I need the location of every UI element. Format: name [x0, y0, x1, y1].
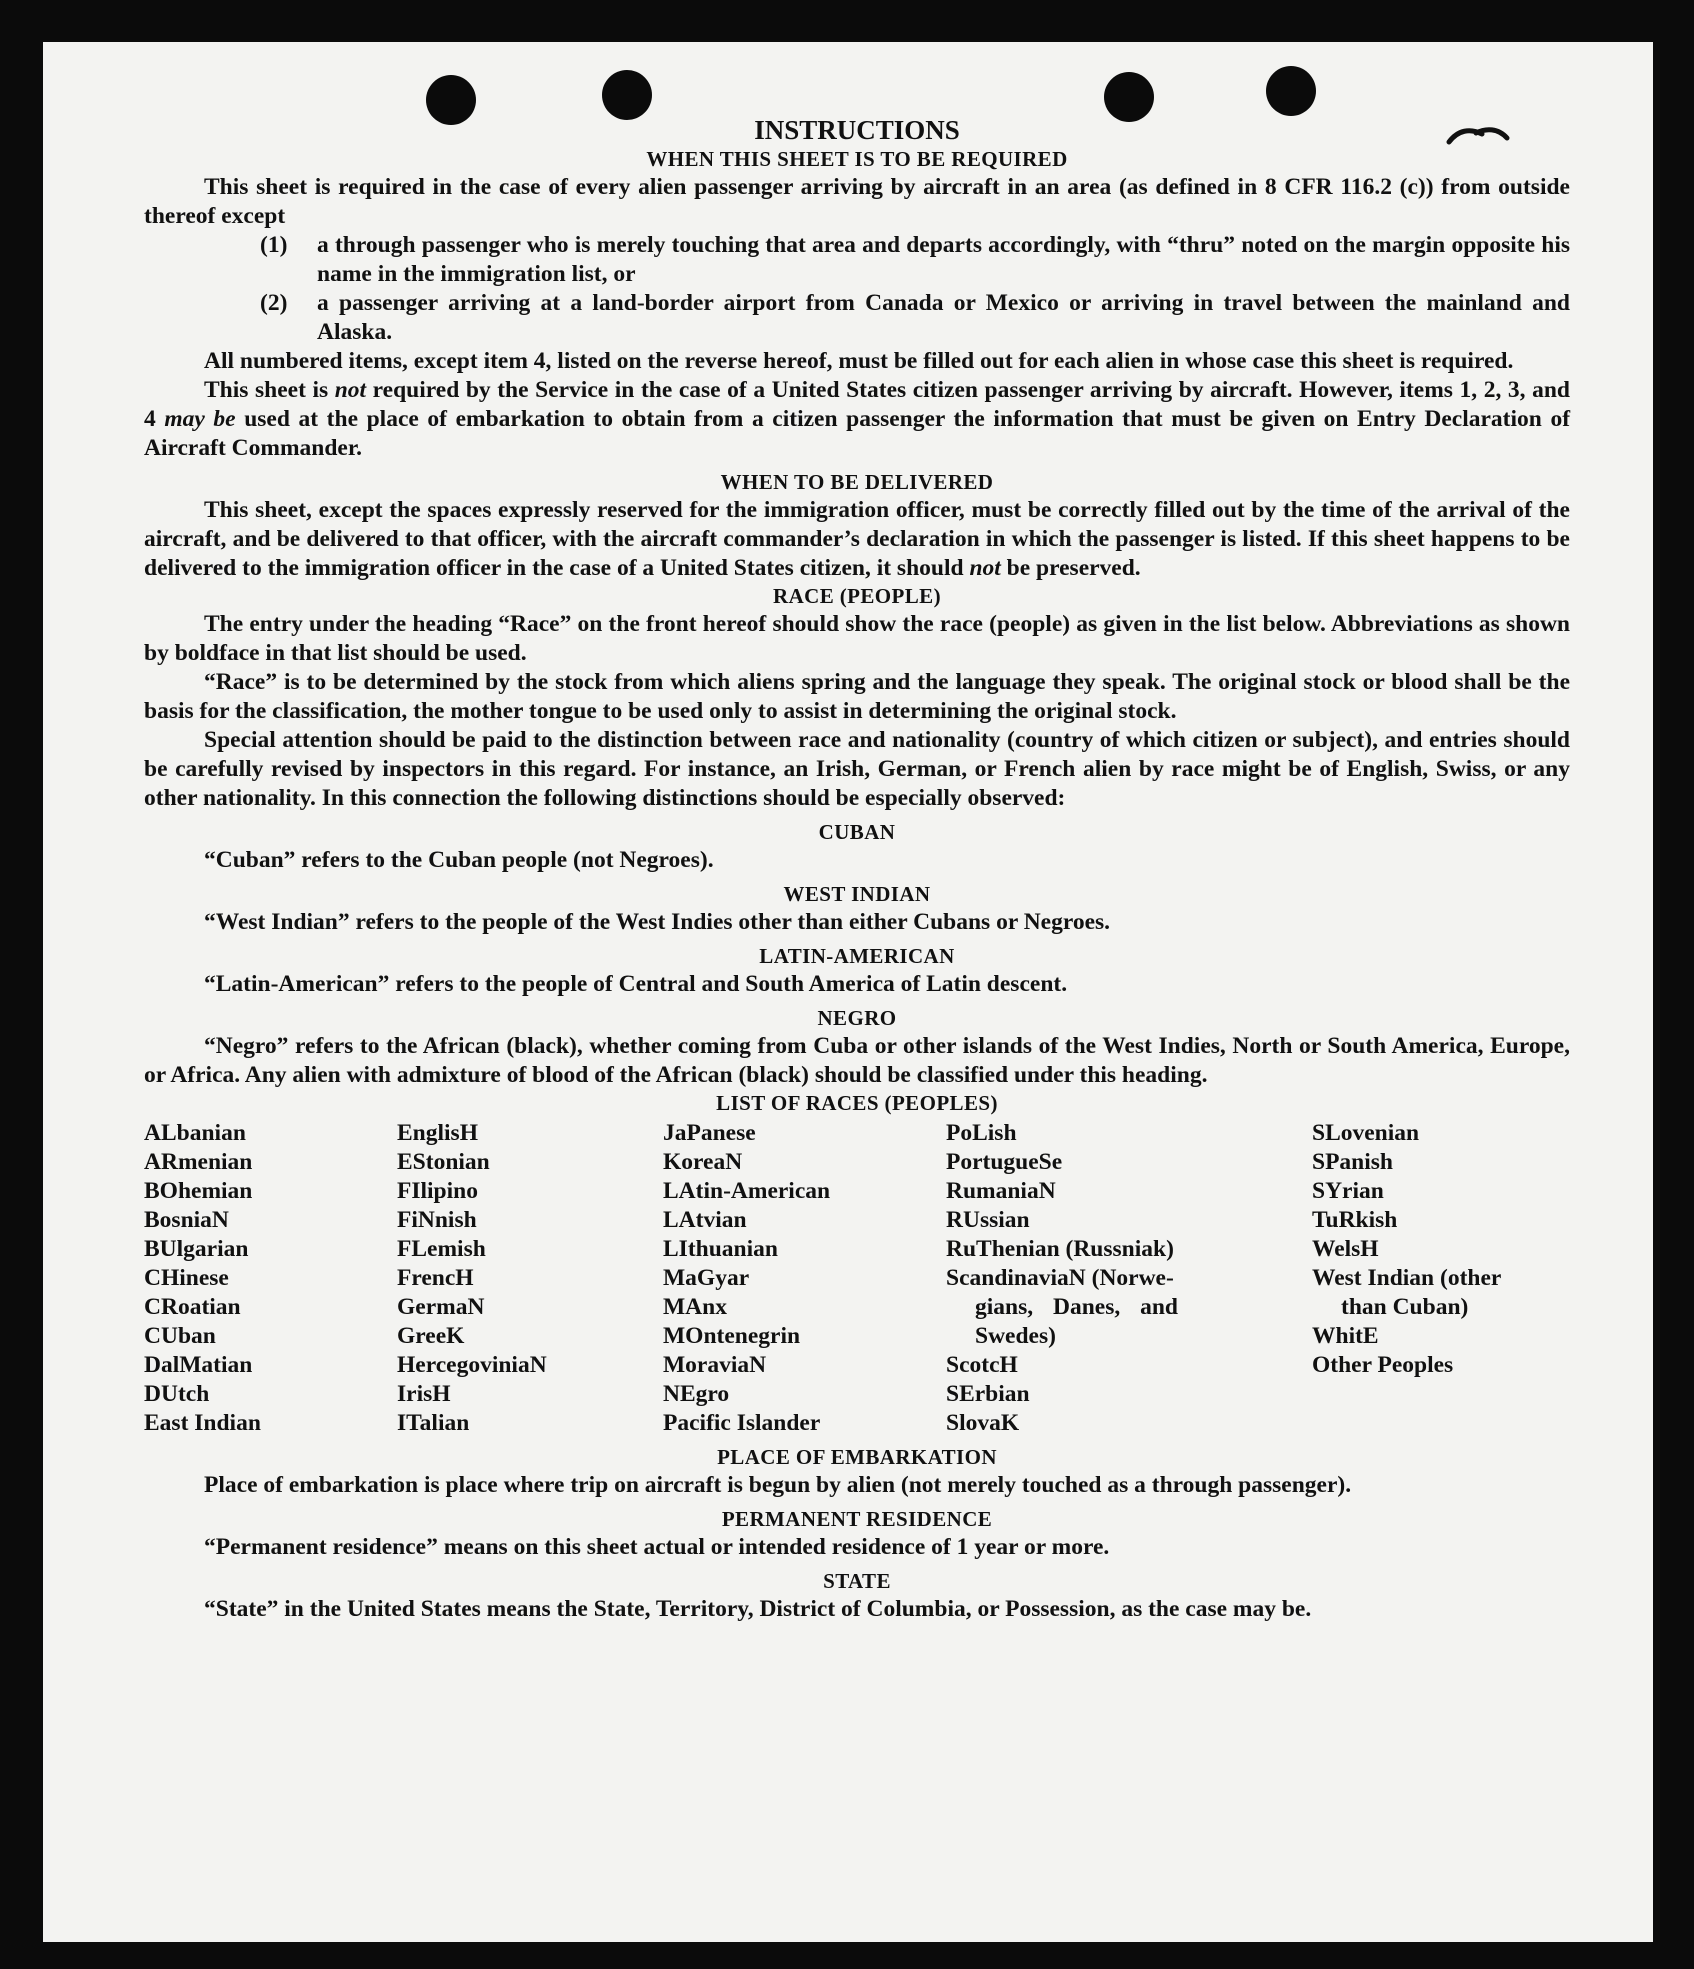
list-item	[144, 231, 1570, 289]
race-item: SlovaK	[946, 1410, 1020, 1436]
race-item: DalMatian	[144, 1352, 253, 1378]
race-item: TuRkish	[1312, 1207, 1398, 1233]
race-item: SErbian	[946, 1381, 1030, 1407]
race-item-line: West Indian (other	[1312, 1265, 1502, 1291]
race-item: HercegoviniaN	[397, 1352, 547, 1378]
race-column	[946, 1119, 1312, 1438]
race-item: SLovenian	[1312, 1120, 1420, 1146]
list-number: (1)	[260, 232, 288, 258]
race-column	[663, 1119, 946, 1438]
section-heading: WHEN THIS SHEET IS TO BE REQUIRED	[646, 147, 1068, 171]
race-item: LAtvian	[663, 1207, 747, 1233]
race-item: WelsH	[1312, 1236, 1379, 1262]
section-heading: STATE	[823, 1569, 891, 1593]
race-item: IrisH	[397, 1381, 451, 1407]
race-item: ScotcH	[946, 1352, 1018, 1378]
section-heading: WHEN TO BE DELIVERED	[720, 470, 994, 494]
race-item: CUban	[144, 1323, 216, 1349]
text-run: This sheet, except the spaces expressly reserved for the immigration officer, must be correctly filled out by the time of the arrival of the aircraft, and be delivered to that officer, with the aircraft commander’s declaration in which the passenger is listed. If this sheet happens to be delivered to the immigration officer in the case of a United States citizen, it should	[144, 497, 1570, 581]
text-run: used at the place of embarkation to obtain from a citizen passenger the information that must be given on Entry Declaration of Aircraft Commander.	[144, 406, 1571, 461]
race-item: Other Peoples	[1312, 1352, 1454, 1378]
race-column	[397, 1119, 663, 1438]
race-item: NEgro	[663, 1381, 730, 1407]
race-item: PortugueSe	[946, 1149, 1063, 1175]
race-item: MAnx	[663, 1294, 727, 1320]
race-item-line: Swedes)	[975, 1323, 1056, 1349]
race-item: DUtch	[144, 1381, 210, 1407]
list-text: a through passenger who is merely touching that area and departs accordingly, with “thru” noted on the margin opposite his name in the immigration list, or	[317, 232, 1570, 287]
paragraph: Place of embarkation is place where trip on aircraft is begun by alien (not merely touched as a through passenger).	[204, 1472, 1352, 1498]
paragraph	[144, 496, 1570, 583]
race-item: CRoatian	[144, 1294, 241, 1320]
race-item: GermaN	[397, 1294, 485, 1320]
race-column	[144, 1119, 397, 1438]
race-item: LAtin-American	[663, 1178, 831, 1204]
section-heading: LIST OF RACES (PEOPLES)	[716, 1091, 998, 1115]
race-item: WhitE	[1312, 1323, 1379, 1349]
race-item-line: than Cuban)	[1341, 1294, 1469, 1320]
punch-hole	[602, 70, 652, 120]
paragraph: Special attention should be paid to the distinction between race and nationality (country of which citizen or subject), and entries should be carefully revised by inspectors in this regard. For instance, an Irish, German, or French alien by race might be of English, Swiss, or any other nationality. In this connection the following distinctions should be especially observed:	[144, 727, 1570, 811]
paragraph: “Race” is to be determined by the stock from which aliens spring and the language they speak. The original stock or blood shall be the basis for the classification, the mother tongue to be used only to assist in determining the original stock.	[144, 669, 1570, 724]
race-item-line: gians, Danes, and	[975, 1294, 1178, 1320]
race-item: GreeK	[397, 1323, 465, 1349]
race-item: East Indian	[144, 1410, 261, 1436]
race-item: FiNnish	[397, 1207, 477, 1233]
paragraph: “Latin-American” refers to the people of Central and South America of Latin descent.	[204, 971, 1068, 997]
list-item	[144, 289, 1570, 347]
race-item: BosniaN	[144, 1207, 229, 1233]
race-item	[1312, 1264, 1570, 1322]
race-item-line: ScandinaviaN (Norwe-	[946, 1265, 1174, 1291]
race-item: CHinese	[144, 1265, 229, 1291]
section-heading: CUBAN	[818, 820, 896, 844]
paragraph: All numbered items, except item 4, listed on the reverse hereof, must be filled out for each alien in whose case this sheet is required.	[204, 348, 1514, 374]
race-list	[144, 1119, 1570, 1438]
race-item: JaPanese	[663, 1120, 756, 1146]
race-item: BUlgarian	[144, 1236, 249, 1262]
race-item: ARmenian	[144, 1149, 253, 1175]
race-item: SPanish	[1312, 1149, 1393, 1175]
paragraph: This sheet is required in the case of every alien passenger arriving by aircraft in an area (as defined in 8 CFR 116.2 (c)) from outside thereof except	[144, 174, 1570, 229]
punch-hole	[1104, 72, 1154, 122]
page-title: INSTRUCTIONS	[754, 115, 960, 145]
paragraph: “Permanent residence” means on this sheet actual or intended residence of 1 year or more.	[204, 1534, 1110, 1560]
race-item: EStonian	[397, 1149, 490, 1175]
list-text: a passenger arriving at a land-border airport from Canada or Mexico or arriving in travel between the mainland and Alaska.	[317, 290, 1570, 345]
race-item: FLemish	[397, 1236, 486, 1262]
section-heading: RACE (PEOPLE)	[773, 584, 941, 608]
race-item: KoreaN	[663, 1149, 743, 1175]
emphasis: not	[334, 377, 367, 403]
paragraph: The entry under the heading “Race” on the front hereof should show the race (people) as given in the list below. Abbreviations as shown by boldface in that list should be used.	[144, 611, 1570, 666]
paragraph: “State” in the United States means the State, Territory, District of Columbia, or Possession, as the case may be.	[204, 1596, 1312, 1622]
race-item: EnglisH	[397, 1120, 478, 1146]
section-heading: PLACE OF EMBARKATION	[717, 1445, 997, 1469]
section-heading: PERMANENT RESIDENCE	[721, 1507, 993, 1531]
race-item: RuThenian (Russniak)	[946, 1236, 1174, 1262]
race-item: MoraviaN	[663, 1352, 767, 1378]
text-run: required by the Service in the case of a United States citizen passenger arriving by aircraft. However, items 1, 2, 3, and 4	[144, 377, 1570, 432]
race-item	[946, 1264, 1312, 1351]
race-item: MaGyar	[663, 1265, 750, 1291]
race-item: LIthuanian	[663, 1236, 778, 1262]
paragraph: “Negro” refers to the African (black), whether coming from Cuba or other islands of the West Indies, North or South America, Europe, or Africa. Any alien with admixture of blood of the African (black) should be classified under this heading.	[144, 1033, 1570, 1088]
race-item: ITalian	[397, 1410, 470, 1436]
race-item: Pacific Islander	[663, 1410, 821, 1436]
punch-hole	[426, 75, 476, 125]
race-column	[1312, 1119, 1570, 1438]
race-item: BOhemian	[144, 1178, 253, 1204]
section-heading: LATIN-AMERICAN	[759, 944, 955, 968]
punch-hole	[1266, 66, 1316, 116]
section-heading: NEGRO	[817, 1006, 897, 1030]
race-item: RUssian	[946, 1207, 1030, 1233]
document-page	[43, 42, 1653, 1942]
race-item: MOntenegrin	[663, 1323, 801, 1349]
race-item: SYrian	[1312, 1178, 1384, 1204]
list-number: (2)	[260, 290, 288, 316]
text-run: be preserved.	[1000, 555, 1141, 581]
race-item: ALbanian	[144, 1120, 246, 1146]
section-heading: WEST INDIAN	[783, 882, 931, 906]
race-item: FrencH	[397, 1265, 474, 1291]
paragraph: “West Indian” refers to the people of the West Indies other than either Cubans or Negroes.	[204, 909, 1111, 935]
emphasis: not	[969, 555, 1001, 581]
race-item: PoLish	[946, 1120, 1017, 1146]
text-run: This sheet is	[204, 377, 335, 403]
race-item: RumaniaN	[946, 1178, 1056, 1204]
race-item: FIlipino	[397, 1178, 478, 1204]
emphasis: may be	[164, 406, 236, 432]
paragraph	[144, 376, 1570, 463]
paragraph: “Cuban” refers to the Cuban people (not Negroes).	[204, 847, 714, 873]
pen-mark	[1446, 124, 1510, 148]
